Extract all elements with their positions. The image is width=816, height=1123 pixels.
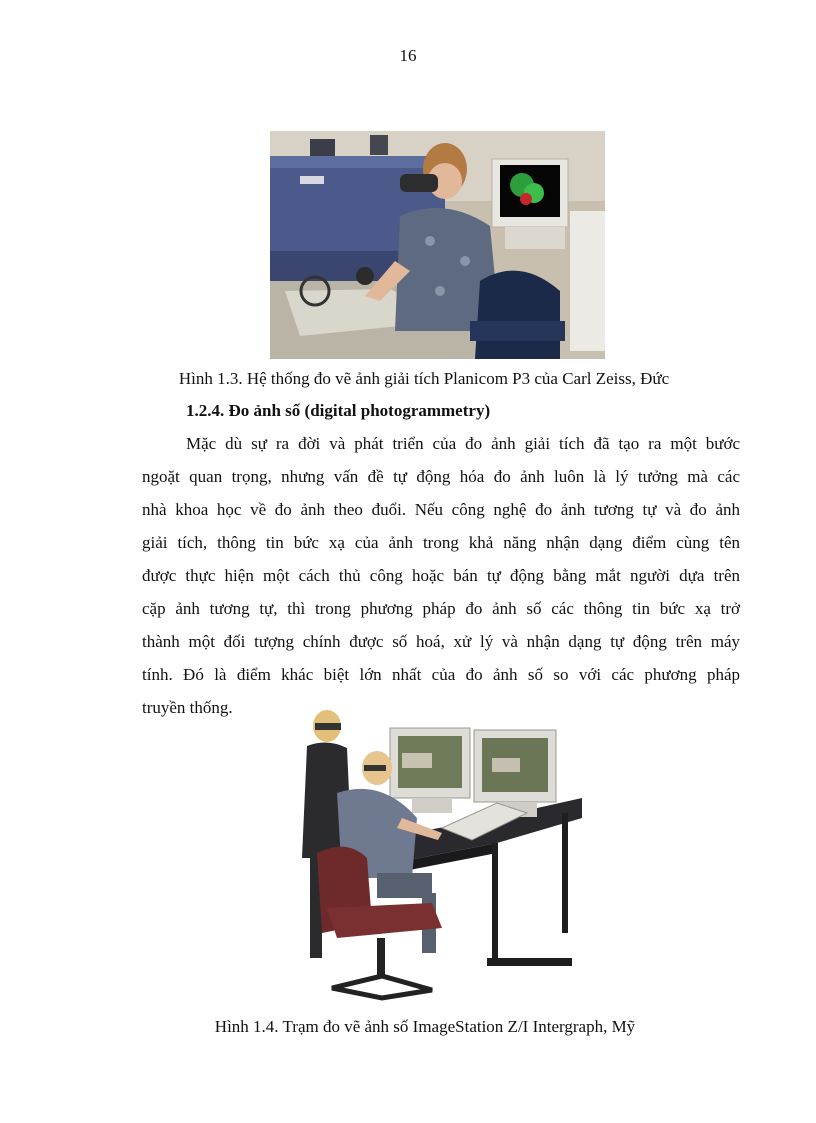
figure-planicom-photo [270,131,605,359]
paragraph-line: thành một đối tượng chính được số hoá, xử lý và nhận dạng tự động trên máy [142,632,740,651]
paragraph-line: Mặc dù sự ra đời và phát triển của đo ảnh giải tích đã tạo ra một bước [186,434,740,453]
page-number: 16 [399,46,417,65]
imagestation-photo-illustration [292,708,584,1008]
section-heading: 1.2.4. Đo ảnh số (digital photogrammetry) [186,401,491,420]
paragraph-line: được thực hiện một cách thủ công hoặc bán tự động bằng mắt người dựa trên [142,566,740,585]
paragraph-line: cặp ảnh tương tự, thì trong phương pháp đo ảnh số các thông tin bức xạ trở [142,599,740,618]
figure-caption-2: Hình 1.4. Trạm đo vẽ ảnh số ImageStation Z/I Intergraph, Mỹ [214,1017,636,1036]
paragraph-line: truyền thống. [142,698,233,717]
planicom-photo-illustration [270,131,605,359]
figure-caption-1: Hình 1.3. Hệ thống đo vẽ ảnh giải tích Planicom P3 của Carl Zeiss, Đức [178,369,670,388]
paragraph-line: nhà khoa học về đo ảnh theo đuổi. Nếu công nghệ đo ảnh tương tự và đo ảnh [142,500,740,519]
paragraph-line: tính. Đó là điểm khác biệt lớn nhất của đo ảnh số so với các phương pháp [142,665,740,684]
figure-imagestation-photo [292,708,584,1008]
paragraph-line: ngoặt quan trọng, nhưng vấn đề tự động hóa đo ảnh luôn là lý tưởng mà các [142,467,740,486]
paragraph-line: giải tích, thông tin bức xạ của ảnh trong khả năng nhận dạng điểm cùng tên [142,533,740,552]
body-paragraph [142,427,740,724]
